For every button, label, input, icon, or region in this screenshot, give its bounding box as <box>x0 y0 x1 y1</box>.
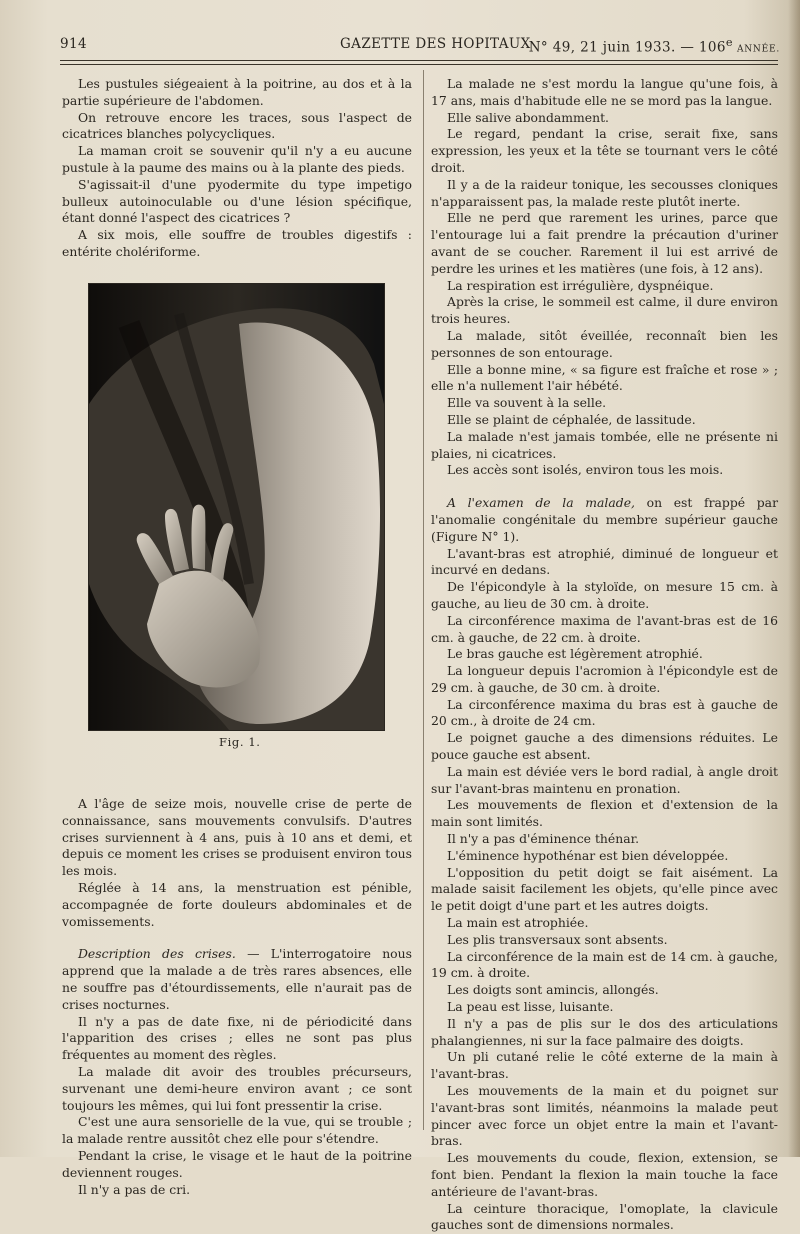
paragraph: Elle salive abondamment. <box>447 109 609 125</box>
paragraph: La longueur depuis l'acromion à l'épicondyle est de 29 cm. à gauche, de 30 cm. à droite. <box>431 663 778 695</box>
paragraph: La circonférence maxima de l'avant-bras est de 16 cm. à gauche, de 22 cm. à droite. <box>431 612 778 645</box>
paragraph: La circonférence maxima du bras est à gauche de 20 cm., à droite de 24 cm. <box>431 696 778 729</box>
paragraph: La peau est lisse, luisante. <box>447 999 614 1015</box>
paragraph: Les accès sont isolés, environ tous les mois. <box>447 462 724 478</box>
paragraph: L'éminence hypothénar est bien développée. <box>447 847 729 863</box>
section-heading: Description des crises. <box>78 946 236 962</box>
section-paragraph <box>62 946 412 1013</box>
left-column-bottom <box>62 796 412 1198</box>
paragraph: Le poignet gauche a des dimensions réduites. Le pouce gauche est absent. <box>431 730 778 763</box>
page-edge-shadow <box>788 0 800 1157</box>
section-lead: — L'interrogatoire nous apprend que la malade a de très rares absences, elle ne souffre pas d'étourdissements, elle n'aurait pas de crises nocturnes. <box>62 946 412 1012</box>
figure-1-photograph <box>88 283 385 731</box>
paragraph: Le regard, pendant la crise, serait fixe, sans expression, les yeux et la tête se tournant vers le côté droit. <box>431 126 778 175</box>
exam-lead: on est frappé par l'anomalie congénitale du membre supérieur gauche (Figure N° 1). <box>431 495 778 544</box>
paragraph: La respiration est irrégulière, dyspnéique. <box>447 277 714 293</box>
paragraph: Un pli cutané relie le côté externe de la main à l'avant-bras. <box>431 1049 778 1082</box>
paragraph: Les mouvements de la main et du poignet sur l'avant-bras sont limités, néanmoins la malade peut pincer avec force un objet entre la main et l'avant-bras. <box>431 1083 778 1149</box>
paragraph: Il n'y a pas d'éminence thénar. <box>447 831 640 847</box>
paragraph: Elle ne perd que rarement les urines, parce que l'entourage lui a fait prendre la précaution d'uriner avant de se coucher. Rarement il lui est arrivé de perdre les urines et les matières (une fois, à 12 ans). <box>431 210 778 276</box>
running-header <box>60 36 780 58</box>
paragraph: S'agissait-il d'une pyodermite du type impetigo bulleux autoinoculable ou d'une lésion spécifique, étant donné l'aspect des cicatrices ? <box>62 176 412 226</box>
issue-suffix: e <box>725 36 737 49</box>
paragraph: La malade ne s'est mordu la langue qu'une fois, à 17 ans, mais d'habitude elle ne se mord pas la langue. <box>431 76 778 108</box>
paragraph: Elle a bonne mine, « sa figure est fraîche et rose » ; elle n'a nullement l'air hébété. <box>431 361 778 394</box>
paragraph: L'avant-bras est atrophié, diminué de longueur et incurvé en dedans. <box>431 545 778 578</box>
paragraph: On retrouve encore les traces, sous l'aspect de cicatrices blanches polycycliques. <box>62 109 412 142</box>
paragraph: Réglée à 14 ans, la menstruation est pénible, accompagnée de forte douleurs abdominales et de vomissements. <box>62 879 412 929</box>
issue-date-text: N° 49, 21 juin 1933. — 106 <box>528 39 726 56</box>
paragraph: De l'épicondyle à la styloïde, on mesure 15 cm. à gauche, au lieu de 30 cm. à droite. <box>431 579 778 611</box>
right-column <box>431 76 778 1234</box>
page-number: 914 <box>60 36 87 52</box>
exam-heading: A l'examen de la malade, <box>447 495 635 511</box>
figure-caption: Fig. 1. <box>219 735 261 749</box>
left-column-top <box>62 76 412 261</box>
paragraph: Pendant la crise, le visage et le haut de la poitrine deviennent rouges. <box>62 1147 412 1180</box>
column-separator <box>423 70 424 1130</box>
paragraph: La circonférence de la main est de 14 cm. à gauche, 19 cm. à droite. <box>431 948 778 981</box>
paragraph: Les plis transversaux sont absents. <box>447 931 668 947</box>
paragraph: Elle va souvent à la selle. <box>447 395 607 411</box>
paragraph: Le bras gauche est légèrement atrophié. <box>447 646 703 662</box>
paragraph: Les mouvements du coude, flexion, extension, se font bien. Pendant la flexion la main touche la face antérieure de l'avant-bras. <box>431 1150 778 1199</box>
header-rule <box>60 60 778 61</box>
header-rule-thin <box>60 64 778 65</box>
paragraph: Les mouvements de flexion et d'extension de la main sont limités. <box>431 797 778 830</box>
paragraph: La malade, sitôt éveillée, reconnaît bien les personnes de son entourage. <box>431 327 778 360</box>
paragraph: Il n'y a pas de plis sur le dos des articulations phalangiennes, ni sur la face palmaire des doigts. <box>431 1015 778 1048</box>
paragraph: Les doigts sont amincis, allongés. <box>447 982 659 998</box>
paragraph: Elle se plaint de céphalée, de lassitude. <box>447 411 696 427</box>
paragraph: A l'âge de seize mois, nouvelle crise de perte de connaissance, sans mouvements convulsifs. D'autres crises surviennent à 4 ans, puis à 10 ans et demi, et depuis ce moment les crises se produisent environ tous les mois. <box>62 796 412 879</box>
arm-photo-illustration <box>89 284 384 730</box>
paragraph: Il n'y a pas de cri. <box>78 1181 191 1197</box>
paragraph: Après la crise, le sommeil est calme, il dure environ trois heures. <box>431 294 778 327</box>
paragraph: La malade dit avoir des troubles précurseurs, survenant une demi-heure environ avant ; ce sont toujours les mêmes, qui lui font pressentir la crise. <box>62 1063 412 1113</box>
paragraph: C'est une aura sensorielle de la vue, qui se trouble ; la malade rentre aussitôt chez elle pour s'étendre. <box>62 1114 412 1147</box>
issue-date <box>529 36 780 56</box>
paragraph: La main est atrophiée. <box>447 915 589 931</box>
exam-paragraph <box>431 495 778 545</box>
paragraph: Les pustules siégeaient à la poitrine, au dos et à la partie supérieure de l'abdomen. <box>62 76 412 108</box>
paragraph: La main est déviée vers le bord radial, à angle droit sur l'avant-bras maintenu en pronation. <box>431 763 778 796</box>
paragraph: Il y a de la raideur tonique, les secousses cloniques n'apparaissent pas, la malade reste plutôt inerte. <box>431 176 778 209</box>
paragraph: La malade n'est jamais tombée, elle ne présente ni plaies, ni cicatrices. <box>431 428 778 461</box>
year-label: ANNÉE. <box>736 44 780 55</box>
journal-title: GAZETTE DES HOPITAUX <box>340 36 531 52</box>
paragraph: Il n'y a pas de date fixe, ni de périodicité dans l'apparition des crises ; elles ne sont pas plus fréquentes au moment des règles. <box>62 1013 412 1063</box>
paragraph: A six mois, elle souffre de troubles digestifs : entérite cholériforme. <box>62 227 412 259</box>
paragraph: L'opposition du petit doigt se fait aisément. La malade saisit facilement les objets, qu'elle pince avec le petit doigt d'une part et les autres doigts. <box>431 864 778 914</box>
paragraph: La ceinture thoracique, l'omoplate, la clavicule gauches sont de dimensions normales. <box>431 1200 778 1233</box>
paragraph: La maman croit se souvenir qu'il n'y a eu aucune pustule à la paume des mains ou à la plante des pieds. <box>62 143 412 175</box>
